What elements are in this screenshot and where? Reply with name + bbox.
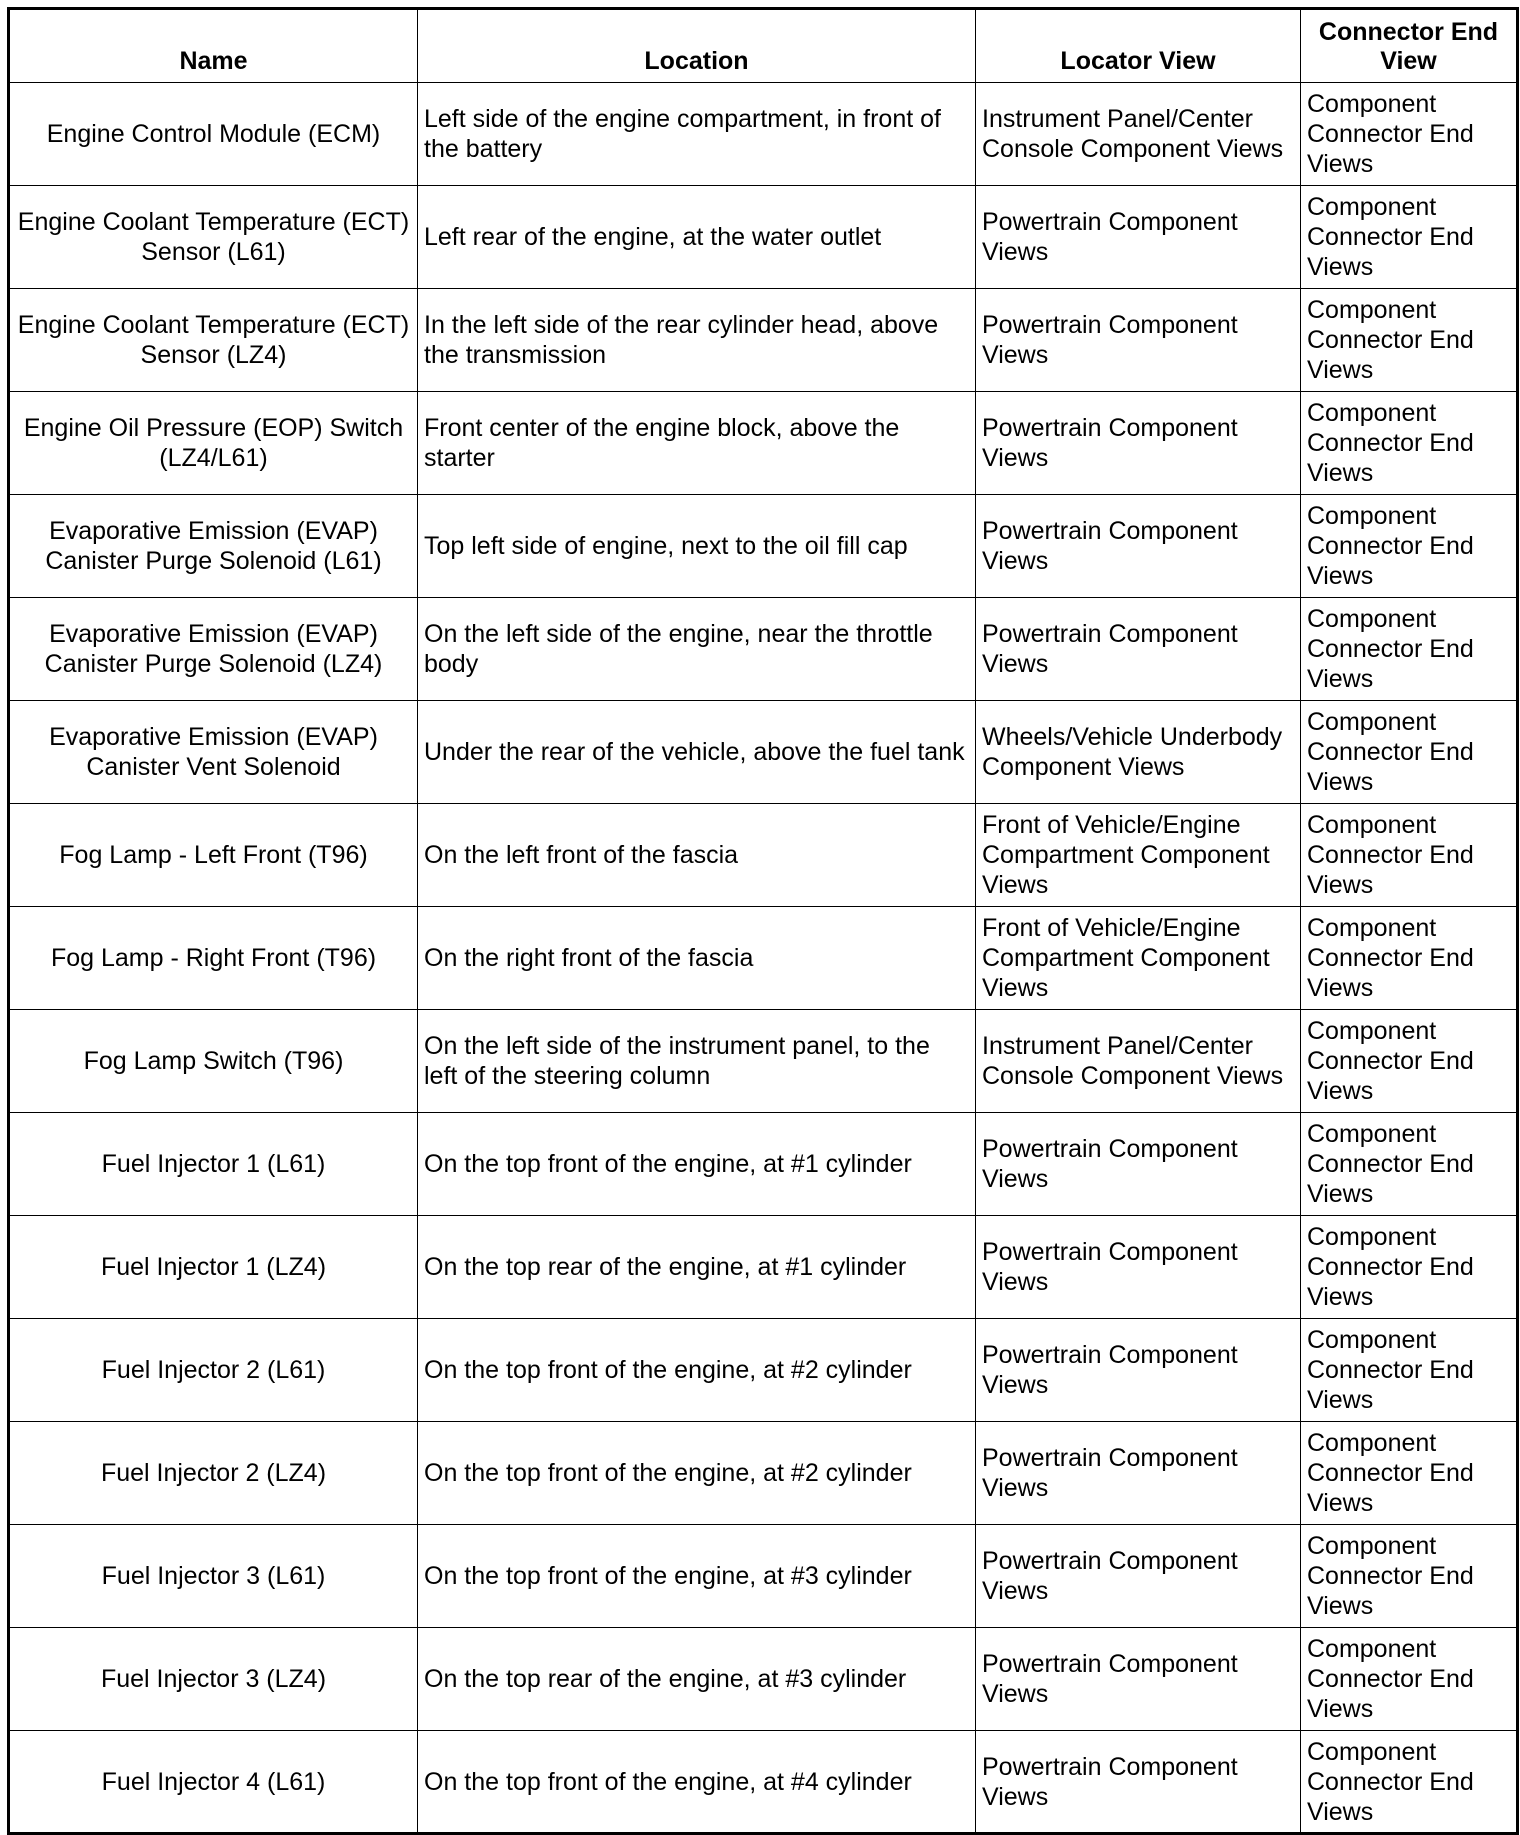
cell-name: Fuel Injector 2 (LZ4)	[9, 1422, 418, 1525]
header-name: Name	[9, 9, 418, 83]
table-row	[9, 598, 1518, 701]
cell-locator-view: Powertrain Component Views	[976, 392, 1301, 495]
cell-connector-end-view: Component Connector End Views	[1301, 1422, 1518, 1525]
cell-name: Fuel Injector 2 (L61)	[9, 1319, 418, 1422]
cell-name: Fuel Injector 4 (L61)	[9, 1731, 418, 1834]
header-row	[9, 9, 1518, 83]
cell-connector-end-view: Component Connector End Views	[1301, 804, 1518, 907]
cell-connector-end-view: Component Connector End Views	[1301, 1731, 1518, 1834]
cell-name: Fog Lamp - Left Front (T96)	[9, 804, 418, 907]
cell-location: Top left side of engine, next to the oil fill cap	[418, 495, 976, 598]
cell-locator-view: Powertrain Component Views	[976, 1422, 1301, 1525]
cell-locator-view: Powertrain Component Views	[976, 1731, 1301, 1834]
cell-locator-view: Front of Vehicle/Engine Compartment Component Views	[976, 907, 1301, 1010]
cell-connector-end-view: Component Connector End Views	[1301, 1216, 1518, 1319]
cell-locator-view: Front of Vehicle/Engine Compartment Component Views	[976, 804, 1301, 907]
cell-name: Evaporative Emission (EVAP) Canister Purge Solenoid (L61)	[9, 495, 418, 598]
table-row	[9, 1319, 1518, 1422]
cell-name: Evaporative Emission (EVAP) Canister Purge Solenoid (LZ4)	[9, 598, 418, 701]
cell-name: Engine Coolant Temperature (ECT) Sensor (LZ4)	[9, 289, 418, 392]
cell-name: Evaporative Emission (EVAP) Canister Vent Solenoid	[9, 701, 418, 804]
cell-location: On the right front of the fascia	[418, 907, 976, 1010]
header-connector-end-view: Connector End View	[1301, 9, 1518, 83]
cell-location: Front center of the engine block, above the starter	[418, 392, 976, 495]
cell-locator-view: Powertrain Component Views	[976, 1113, 1301, 1216]
cell-name: Engine Control Module (ECM)	[9, 83, 418, 186]
table-row	[9, 289, 1518, 392]
header-location: Location	[418, 9, 976, 83]
cell-connector-end-view: Component Connector End Views	[1301, 495, 1518, 598]
cell-locator-view: Instrument Panel/Center Console Component Views	[976, 1010, 1301, 1113]
cell-name: Engine Coolant Temperature (ECT) Sensor (L61)	[9, 186, 418, 289]
cell-connector-end-view: Component Connector End Views	[1301, 701, 1518, 804]
cell-location: On the top front of the engine, at #2 cylinder	[418, 1319, 976, 1422]
cell-connector-end-view: Component Connector End Views	[1301, 1628, 1518, 1731]
cell-name: Fuel Injector 1 (L61)	[9, 1113, 418, 1216]
component-locator-table	[7, 7, 1519, 1835]
cell-locator-view: Powertrain Component Views	[976, 1628, 1301, 1731]
cell-name: Fuel Injector 1 (LZ4)	[9, 1216, 418, 1319]
table-row	[9, 1010, 1518, 1113]
cell-location: On the top rear of the engine, at #3 cylinder	[418, 1628, 976, 1731]
cell-locator-view: Instrument Panel/Center Console Component Views	[976, 83, 1301, 186]
cell-location: On the top rear of the engine, at #1 cylinder	[418, 1216, 976, 1319]
table-row	[9, 907, 1518, 1010]
cell-connector-end-view: Component Connector End Views	[1301, 186, 1518, 289]
table-row	[9, 83, 1518, 186]
cell-location: Under the rear of the vehicle, above the fuel tank	[418, 701, 976, 804]
cell-location: On the left front of the fascia	[418, 804, 976, 907]
cell-locator-view: Powertrain Component Views	[976, 495, 1301, 598]
cell-locator-view: Powertrain Component Views	[976, 1216, 1301, 1319]
table-row	[9, 186, 1518, 289]
cell-location: On the top front of the engine, at #2 cylinder	[418, 1422, 976, 1525]
cell-name: Fog Lamp Switch (T96)	[9, 1010, 418, 1113]
cell-connector-end-view: Component Connector End Views	[1301, 289, 1518, 392]
table-row	[9, 1113, 1518, 1216]
cell-connector-end-view: Component Connector End Views	[1301, 1525, 1518, 1628]
cell-locator-view: Wheels/Vehicle Underbody Component Views	[976, 701, 1301, 804]
table-body	[9, 83, 1518, 1834]
cell-connector-end-view: Component Connector End Views	[1301, 1319, 1518, 1422]
cell-locator-view: Powertrain Component Views	[976, 186, 1301, 289]
table-row	[9, 1525, 1518, 1628]
cell-connector-end-view: Component Connector End Views	[1301, 598, 1518, 701]
table-header	[9, 9, 1518, 83]
cell-locator-view: Powertrain Component Views	[976, 1319, 1301, 1422]
cell-connector-end-view: Component Connector End Views	[1301, 83, 1518, 186]
cell-location: Left rear of the engine, at the water outlet	[418, 186, 976, 289]
cell-location: Left side of the engine compartment, in front of the battery	[418, 83, 976, 186]
cell-name: Fuel Injector 3 (LZ4)	[9, 1628, 418, 1731]
cell-connector-end-view: Component Connector End Views	[1301, 907, 1518, 1010]
cell-location: On the left side of the instrument panel, to the left of the steering column	[418, 1010, 976, 1113]
cell-connector-end-view: Component Connector End Views	[1301, 392, 1518, 495]
table-row	[9, 495, 1518, 598]
cell-connector-end-view: Component Connector End Views	[1301, 1113, 1518, 1216]
cell-location: On the left side of the engine, near the throttle body	[418, 598, 976, 701]
table-row	[9, 701, 1518, 804]
table-row	[9, 1628, 1518, 1731]
cell-connector-end-view: Component Connector End Views	[1301, 1010, 1518, 1113]
table-row	[9, 1422, 1518, 1525]
cell-location: On the top front of the engine, at #4 cylinder	[418, 1731, 976, 1834]
table-row	[9, 392, 1518, 495]
cell-locator-view: Powertrain Component Views	[976, 598, 1301, 701]
header-locator-view: Locator View	[976, 9, 1301, 83]
cell-location: On the top front of the engine, at #1 cylinder	[418, 1113, 976, 1216]
cell-name: Engine Oil Pressure (EOP) Switch (LZ4/L61)	[9, 392, 418, 495]
cell-name: Fog Lamp - Right Front (T96)	[9, 907, 418, 1010]
cell-locator-view: Powertrain Component Views	[976, 289, 1301, 392]
table-row	[9, 1216, 1518, 1319]
cell-name: Fuel Injector 3 (L61)	[9, 1525, 418, 1628]
cell-location: In the left side of the rear cylinder head, above the transmission	[418, 289, 976, 392]
table-row	[9, 804, 1518, 907]
cell-location: On the top front of the engine, at #3 cylinder	[418, 1525, 976, 1628]
cell-locator-view: Powertrain Component Views	[976, 1525, 1301, 1628]
table-row	[9, 1731, 1518, 1834]
